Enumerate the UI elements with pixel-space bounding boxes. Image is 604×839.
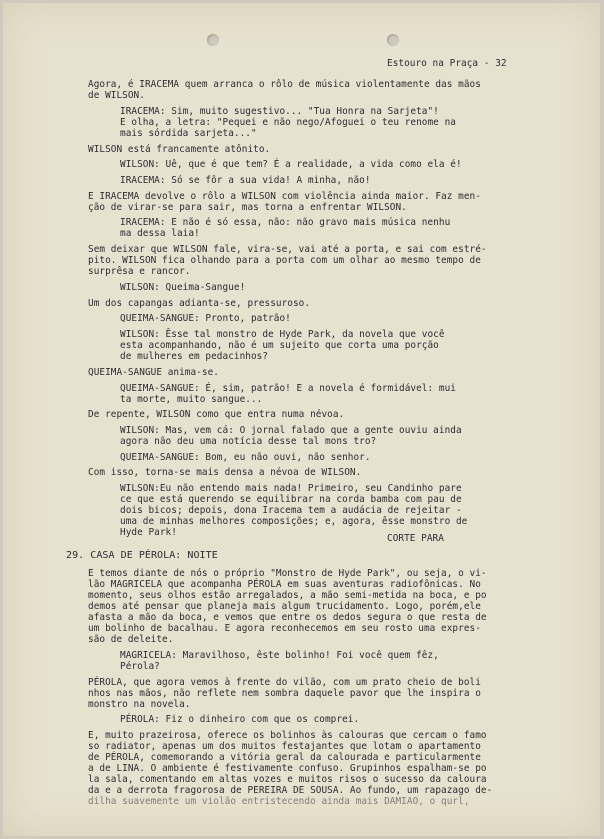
text-line: ma dessa laia! — [120, 228, 200, 239]
text-line: dois bicos; depois, dona Iracema tem a audácia de rejeitar - — [120, 505, 462, 516]
text-line: QUEIMA-SANGUE: Pronto, patrão! — [120, 313, 291, 324]
text-line: são de deleite. — [88, 634, 174, 645]
text-line: WILSON: Uê, que é que tem? É a realidade, a vida como ela é! — [120, 159, 462, 170]
text-line: de mulheres em pedacinhos? — [120, 351, 269, 362]
text-line: demos até pensar que planeja mais algum trucidamento. Logo, porém,ele — [88, 601, 481, 612]
text-line: E, muito prazeirosa, oferece os bolinhos às calouras que cercam o famo — [88, 730, 487, 741]
text-line: MAGRICELA: Maravilhoso, êste bolinho! Foi você quem fêz, — [120, 650, 439, 661]
text-line: Agora, é IRACEMA quem arranca o rôlo de música violentamente das mãos — [88, 79, 481, 90]
text-line: Um dos capangas adianta-se, pressuroso. — [88, 298, 311, 309]
text-line: WILSON:Eu não entendo mais nada! Primeiro, seu Candinho pare — [120, 483, 462, 494]
text-line: mais sórdida sarjeta..." — [120, 128, 257, 139]
text-line: QUEIMA-SANGUE: É, sim, patrão! E a novela é formidável: mui — [120, 383, 456, 394]
text-line: agora não deu uma notícia desse tal mons tro? — [120, 436, 377, 447]
text-line: Com isso, torna-se mais densa a névoa de WILSON. — [88, 467, 362, 478]
text-line: De repente, WILSON como que entra numa névoa. — [88, 409, 345, 420]
text-line: QUEIMA-SANGUE anima-se. — [88, 367, 219, 378]
text-line: E olha, a letra: "Pequei e não nego/Afoguei o teu renome na — [120, 117, 456, 128]
text-line: de PÉROLA, comemorando a vitória geral da calourada e particularmente — [88, 752, 481, 763]
text-line: so radiator, apenas um dos muitos festajantes que lotam o apartamento — [88, 741, 481, 752]
text-line: afasta a mão da boca, e vemos que entre os dedos segura o que resta de — [88, 612, 487, 623]
text-line: la sala, comentando em altas vozes e muitos risos o sucesso da caloura — [88, 774, 487, 785]
text-line: momento, seus olhos estão arregalados, a mão semi-metida na boca, e po — [88, 590, 487, 601]
text-line: Pérola? — [120, 661, 160, 672]
text-line: E temos diante de nós o próprio "Monstro de Hyde Park", ou seja, o vi- — [88, 568, 487, 579]
text-line: um bolinho de bacalhau. E agora reconhecemos em seu rosto uma expres- — [88, 623, 481, 634]
text-line: ção de virar-se para sair, mas torna a enfrentar WILSON. — [88, 202, 407, 213]
scene-heading: 29. CASA DE PÉROLA: NOITE — [66, 550, 218, 561]
text-line: Sem deixar que WILSON fale, vira-se, vai até a porta, e sai com estré- — [88, 244, 487, 255]
text-line: Hyde Park! — [120, 527, 177, 538]
text-line: dilha suavemente um violão entristecendo ainda mais DAMIÃO, o qurl, — [88, 796, 470, 807]
text-line: esta acompanhando, não é um sujeito que corta uma porção — [120, 340, 439, 351]
text-line: WILSON: Mas, vem cá: O jornal falado que a gente ouviu ainda — [120, 425, 462, 436]
text-line: IRACEMA: E não é só essa, não: não gravo mais música nenhu — [120, 217, 451, 228]
text-line: a de LINA. O ambiente é festivamente confuso. Grupinhos espalham-se po — [88, 763, 487, 774]
text-line: WILSON: Queima-Sangue! — [120, 282, 246, 293]
typewritten-page — [3, 3, 600, 836]
punch-hole — [387, 34, 399, 46]
text-line: PÉROLA: Fiz o dinheiro com que os comprei. — [120, 714, 360, 725]
text-line: IRACEMA: Sim, muito sugestivo... "Tua Honra na Sarjeta"! — [120, 106, 439, 117]
text-line: QUEIMA-SANGUE: Bom, eu não ouvi, não senhor. — [120, 452, 371, 463]
text-line: E IRACEMA devolve o rôlo a WILSON com violência ainda maior. Faz men- — [88, 191, 481, 202]
text-line: IRACEMA: Só se fôr a sua vida! A minha, não! — [120, 175, 371, 186]
text-line: surprêsa e rancor. — [88, 266, 191, 277]
text-line: WILSON: Êsse tal monstro de Hyde Park, da novela que você — [120, 329, 445, 340]
page-header: Estouro na Praça - 32 — [387, 58, 507, 69]
text-line: ta morte, muito sangue... — [120, 394, 263, 405]
text-line: PÉROLA, que agora vemos à frente do vilão, com um prato cheio de boli — [88, 677, 481, 688]
text-line: ce que está querendo se equilibrar na corda bamba com pau de — [120, 494, 462, 505]
text-line: lão MAGRICELA que acompanha PÉROLA em suas aventuras radiofônicas. No — [88, 579, 481, 590]
transition-label: CORTE PARA — [387, 533, 444, 544]
text-line: WILSON está francamente atônito. — [88, 144, 271, 155]
text-line: da e a derrota fragorosa de PEREIRA DE SOUSA. Ao fundo, um rapazago de- — [88, 785, 493, 796]
text-line: pito. WILSON fica olhando para a porta com um olhar ao mesmo tempo de — [88, 255, 481, 266]
punch-hole — [207, 34, 219, 46]
text-line: de WILSON. — [88, 90, 145, 101]
text-line: uma de minhas melhores composições; e, agora, êsse monstro de — [120, 516, 468, 527]
text-line: monstro na novela. — [88, 699, 191, 710]
text-line: nhos nas mãos, não reflete nem sombra daquele pavor que lhe inspira o — [88, 688, 481, 699]
